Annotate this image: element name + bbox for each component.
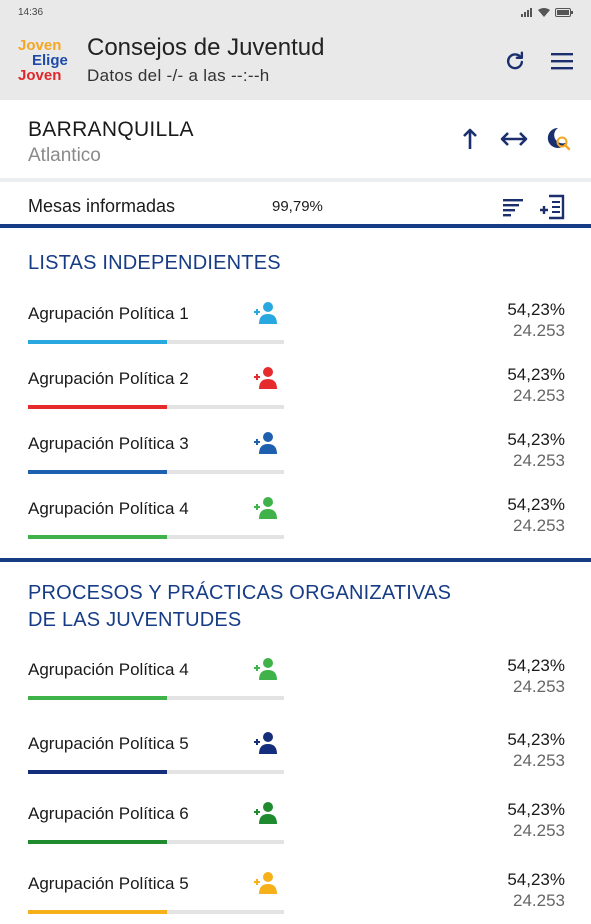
tables-reported-value: 99,79% [272,198,323,215]
party-row[interactable] [0,420,591,484]
person-add-icon[interactable] [252,800,280,826]
app-logo [18,34,70,86]
section-title-line: DE LAS JUVENTUDES [28,609,242,631]
party-percentage: 54,23% [507,656,565,675]
percentage-bar [28,535,284,539]
section-divider [0,558,591,562]
data-timestamp: Datos del -/- a las --:--h [87,66,270,85]
party-votes: 24.253 [513,677,565,696]
party-percentage: 54,23% [507,300,565,319]
party-name: Agrupación Política 2 [28,369,189,388]
person-add-icon[interactable] [252,656,280,682]
party-percentage: 54,23% [507,800,565,819]
party-name: Agrupación Política 1 [28,304,189,323]
status-bar [0,0,591,26]
add-document-button[interactable] [538,193,566,221]
percentage-bar-fill [28,535,167,539]
svg-text:Joven: Joven [18,37,62,54]
sort-list-icon [502,196,524,218]
section-title-line: PROCESOS Y PRÁCTICAS ORGANIZATIVAS [28,582,452,604]
battery-icon [555,8,573,17]
party-name: Agrupación Política 6 [28,804,189,823]
percentage-bar [28,840,284,844]
horizontal-arrows-icon [500,131,528,147]
percentage-bar-fill [28,405,167,409]
city-name: BARRANQUILLA [28,118,194,141]
svg-text:Elige: Elige [32,52,68,69]
add-document-icon [539,195,565,219]
party-name: Agrupación Política 5 [28,874,189,893]
percentage-bar-fill [28,770,167,774]
party-name: Agrupación Política 3 [28,434,189,453]
status-time: 14:36 [18,7,44,18]
refresh-icon [504,50,526,72]
party-row[interactable] [0,290,591,354]
party-votes: 24.253 [513,821,565,840]
percentage-bar-fill [28,470,167,474]
percentage-bar-fill [28,910,167,914]
svg-text:Joven: Joven [18,67,62,84]
party-row[interactable] [0,720,591,784]
moon-search-icon [545,126,571,152]
percentage-bar-fill [28,340,167,344]
party-percentage: 54,23% [507,430,565,449]
percentage-bar [28,470,284,474]
percentage-bar [28,405,284,409]
party-votes: 24.253 [513,386,565,405]
menu-icon [551,51,573,71]
party-votes: 24.253 [513,891,565,910]
app-title: Consejos de Juventud [87,34,325,61]
section-title-line: LISTAS INDEPENDIENTES [28,252,281,274]
menu-button[interactable] [547,46,577,76]
percentage-bar [28,770,284,774]
party-percentage: 54,23% [507,365,565,384]
tables-reported-label: Mesas informadas [28,196,176,216]
app-header [0,26,591,100]
party-votes: 24.253 [513,516,565,535]
party-row[interactable] [0,860,591,924]
signal-icon [521,8,533,17]
party-name: Agrupación Política 4 [28,499,189,518]
percentage-bar-fill [28,696,167,700]
party-percentage: 54,23% [507,730,565,749]
sort-ascending-button[interactable] [457,126,483,152]
arrow-up-icon [462,128,478,150]
party-row[interactable] [0,355,591,419]
party-percentage: 54,23% [507,870,565,889]
person-add-icon[interactable] [252,870,280,896]
section-title-youth-organizations [28,580,451,634]
party-percentage: 54,23% [507,495,565,514]
party-row[interactable] [0,485,591,549]
dark-mode-search-button[interactable] [545,126,571,152]
party-name: Agrupación Política 5 [28,734,189,753]
person-add-icon[interactable] [252,430,280,456]
system-indicators [521,8,573,17]
percentage-bar [28,340,284,344]
wifi-icon [538,8,550,17]
person-add-icon[interactable] [252,730,280,756]
region-name: Atlantico [28,145,101,166]
party-row[interactable] [0,790,591,854]
party-row[interactable] [0,646,591,710]
person-add-icon[interactable] [252,300,280,326]
party-votes: 24.253 [513,321,565,340]
location-tools [457,126,571,152]
party-name: Agrupación Política 4 [28,660,189,679]
party-votes: 24.253 [513,451,565,470]
percentage-bar-fill [28,840,167,844]
location-panel [0,100,591,182]
section-title-independent-lists [28,250,281,277]
party-votes: 24.253 [513,751,565,770]
person-add-icon[interactable] [252,495,280,521]
person-add-icon[interactable] [252,365,280,391]
tables-reported-bar [0,186,591,228]
refresh-button[interactable] [500,46,530,76]
percentage-bar [28,910,284,914]
percentage-bar [28,696,284,700]
expand-horizontal-button[interactable] [501,126,527,152]
sort-list-button[interactable] [499,193,527,221]
